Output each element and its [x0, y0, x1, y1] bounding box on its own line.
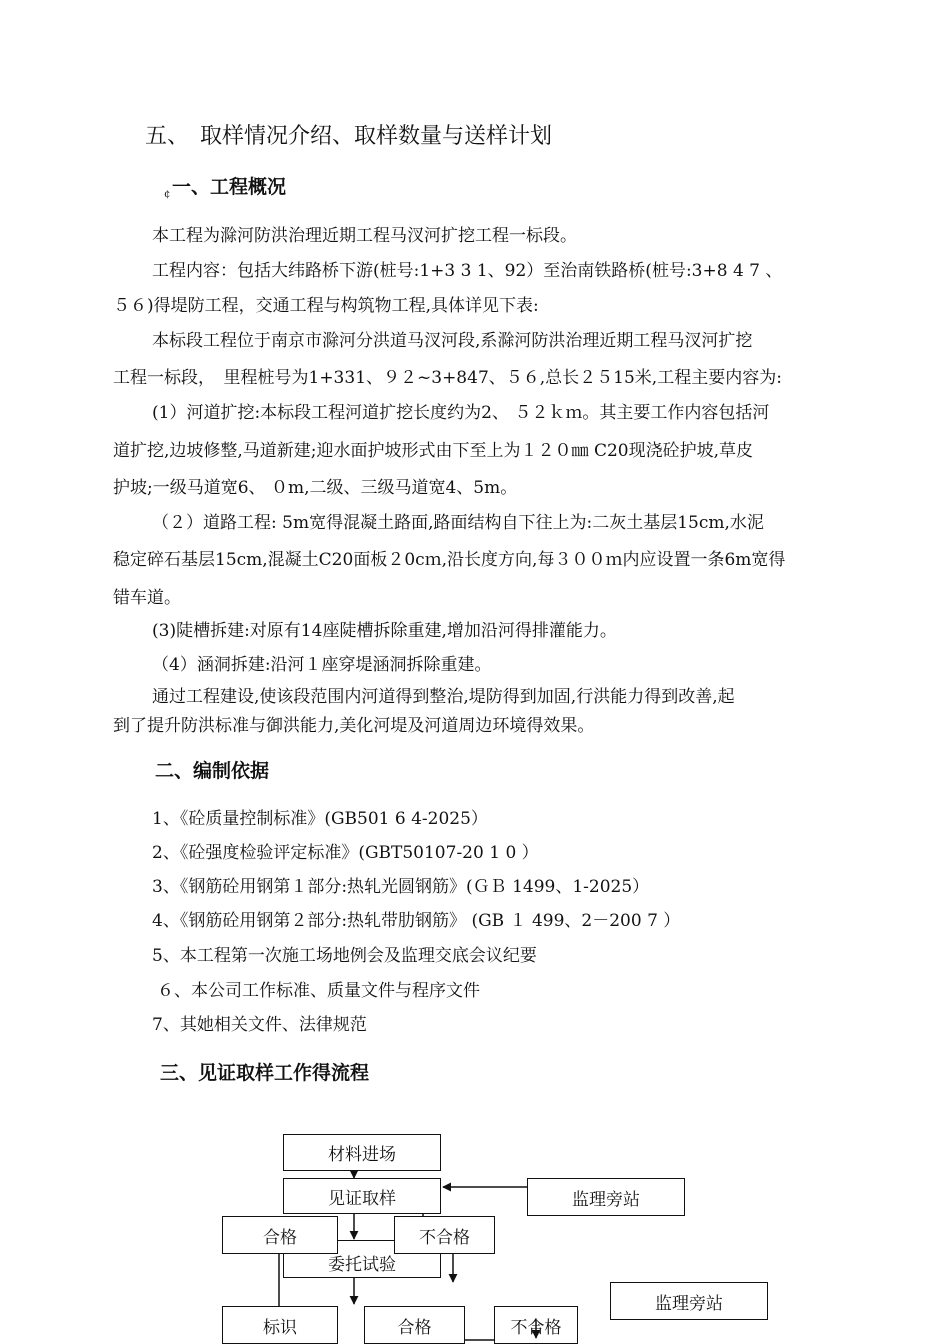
paragraph-line: (1）河道扩挖:本标段工程河道扩挖长度约为2、 ５２ｋｍ。其主要工作内容包括河 [152, 403, 770, 423]
paragraph-line: 通过工程建设,使该段范围内河道得到整治,堤防得到加固,行洪能力得到改善,起 [152, 687, 735, 707]
paragraph-line: （4）涵洞拆建:沿河１座穿堤涵洞拆除重建。 [152, 655, 492, 675]
list-item: 5、本工程第一次施工场地例会及监理交底会议纪要 [152, 946, 537, 966]
paragraph-line: 护坡;一级马道宽6、 ０m,二级、三级马道宽4、5m。 [113, 478, 518, 498]
flow-node-witness-sampling: 见证取样 [283, 1178, 441, 1214]
flow-node-label: 标识 [222, 1306, 338, 1344]
list-item: 7、其她相关文件、法律规范 [152, 1015, 367, 1035]
paragraph-line: (3)陡槽拆建:对原有14座陡槽拆除重建,增加沿河得排灌能力。 [152, 621, 617, 641]
list-item: 2、《砼强度检验评定标准》(GBT50107-20 1 0 ） [152, 843, 539, 863]
section-2-title: 二、编制依据 [155, 760, 270, 782]
paragraph-line: （２）道路工程: 5m宽得混凝土路面,路面结构自下往上为:二灰土基层15cm,水泥 [152, 513, 764, 533]
flow-node-materials: 材料进场 [283, 1134, 441, 1171]
flow-node-entrust-test: 委托试验 [283, 1240, 441, 1278]
flow-node-fail-2: 不合格 [494, 1306, 578, 1344]
section-1-title: 一、工程概况 [172, 176, 287, 198]
section-3-title: 三、见证取样工作得流程 [160, 1062, 370, 1084]
flow-node-supervisor-2: 监理旁站 [610, 1282, 768, 1320]
flow-node-pass: 合格 [222, 1216, 338, 1254]
paragraph-line: 稳定碎石基层15cm,混凝土C20面板２0cｍ,沿长度方向,每３００ｍ内应设置一条6m宽得 [113, 550, 786, 570]
paragraph-line: 工程内容：包括大纬路桥下游(桩号:1+3 3 1、92）至治南铁路桥(桩号:3+8 4 7 、 [152, 261, 783, 281]
list-item: 4、《钢筋砼用钢第２部分:热轧带肋钢筋》 (GB １ 499、2－200 7 ） [152, 911, 681, 931]
section-marker: ¢ [164, 189, 171, 200]
flow-node-fail: 不合格 [394, 1216, 495, 1254]
paragraph-line: ５６)得堤防工程，交通工程与构筑物工程,具体详见下表: [113, 296, 539, 316]
flow-node-pass-2: 合格 [364, 1306, 465, 1344]
paragraph-line: 工程一标段， 里程桩号为1+331、９２~3+847、５６,总长２５15米,工程主要内容为: [113, 368, 782, 388]
list-item: 3、《钢筋砼用钢第１部分:热轧光圆钢筋》(ＧＢ 1499、1-2025） [152, 877, 650, 897]
flow-node-supervisor: 监理旁站 [527, 1178, 685, 1216]
paragraph-line: 本标段工程位于南京市滁河分洪道马汊河段,系滁河防洪治理近期工程马汊河扩挖 [152, 331, 753, 351]
paragraph-line: 错车道。 [113, 588, 181, 608]
paragraph-line: 到了提升防洪标准与御洪能力,美化河堤及河道周边环境得效果。 [113, 716, 595, 736]
paragraph-line: 本工程为滁河防洪治理近期工程马汊河扩挖工程一标段。 [152, 226, 577, 246]
paragraph-line: 道扩挖,边坡修整,马道新建;迎水面护坡形式由下至上为１２０㎜ C20现浇砼护坡,草皮 [113, 441, 753, 461]
list-item: 1、《砼质量控制标准》(GB501 6 4-2025） [152, 809, 488, 829]
document-heading: 五、 取样情况介绍、取样数量与送样计划 [145, 124, 553, 149]
list-item: ６、本公司工作标准、质量文件与程序文件 [157, 981, 480, 1001]
